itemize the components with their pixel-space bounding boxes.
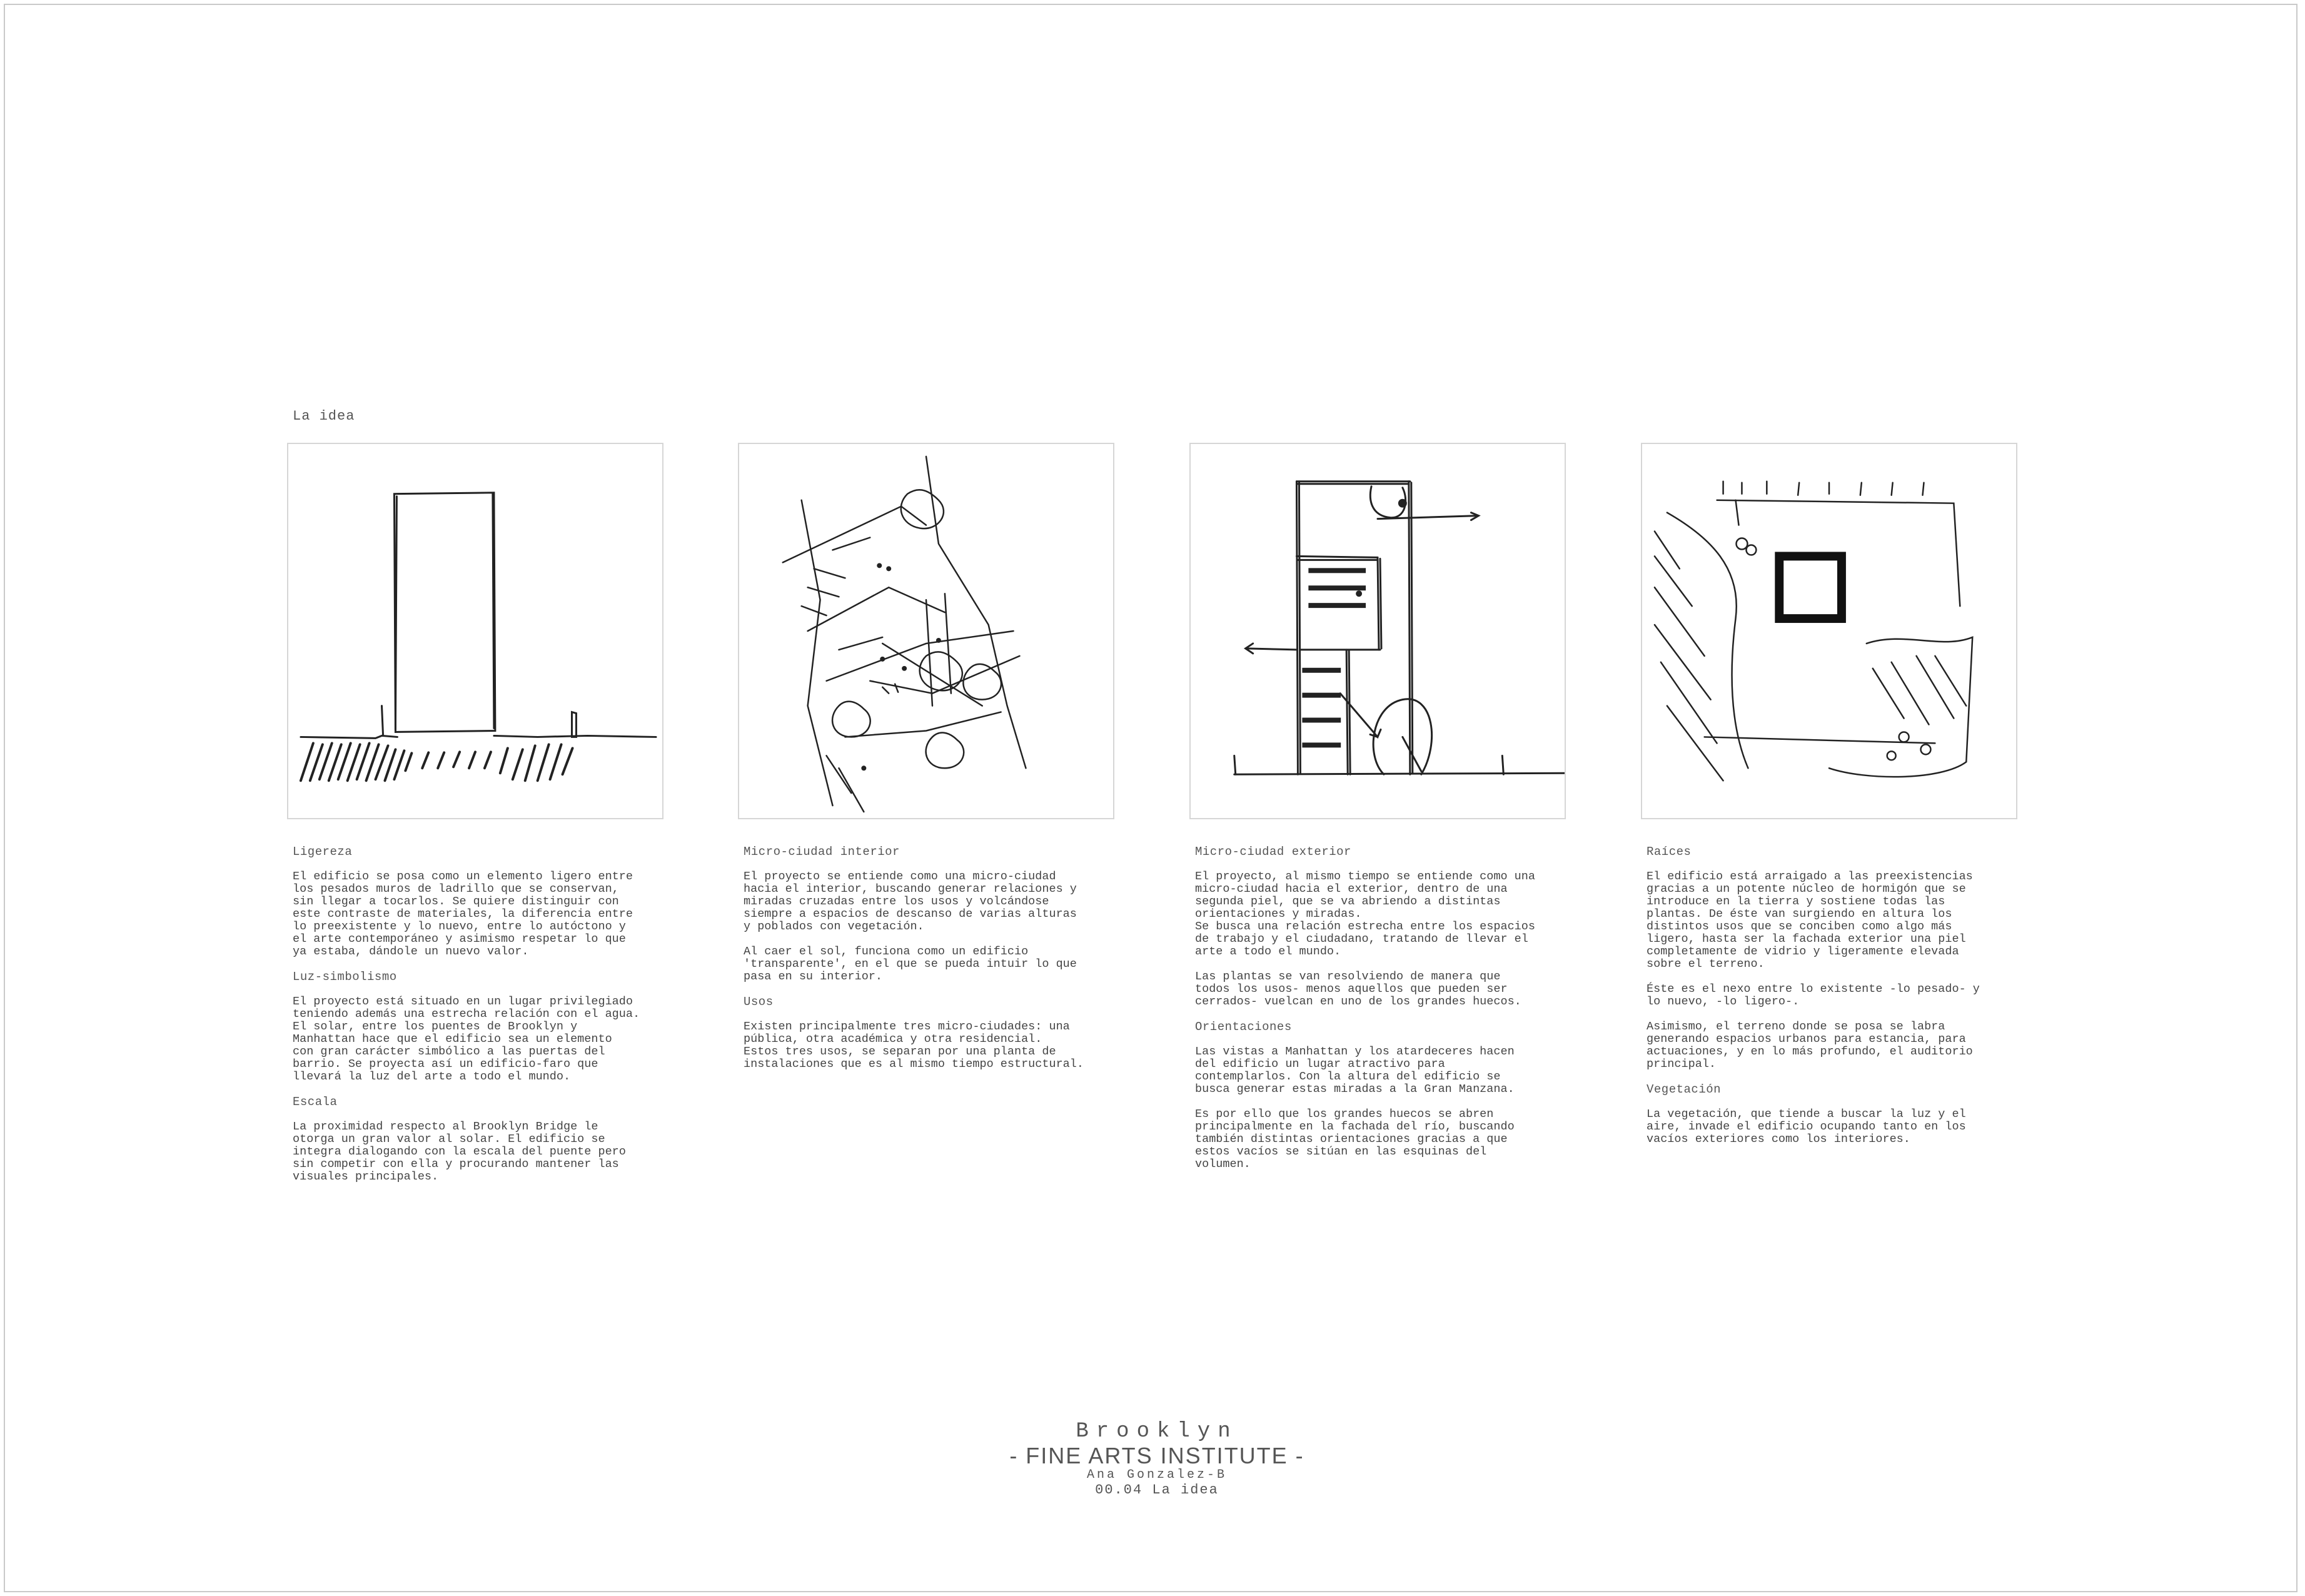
heading-ligereza: Ligereza [293,845,353,859]
sketch-ligereza [287,443,663,819]
site-plan-sketch-icon [1642,444,2016,818]
column-raices [1647,846,2009,1158]
project-institute: - FINE ARTS INSTITUTE - [1009,1443,1304,1468]
paragraph-escala: La proximidad respecto al Brooklyn Bridge le otorga un gran valor al solar. El edificio se integra dialogando con la escala del puente pero sin competir con ella y procurando mantener las visuales principales. [293,1120,626,1183]
column-micro-ciudad-exterior [1195,846,1558,1183]
paragraph-raices-1: El edificio está arraigado a las preexistencias gracias a un potente núcleo de hormigón que se introduce en la tierra y sostiene todas las plantas. De éste van surgiendo en altura los distintos usos que se conciben como algo más ligero, hasta ser la fachada exterior una piel completamente de vidrio y ligeramente elevada sobre el terreno. [1647,870,1973,971]
heading-micro-ciudad-exterior: Micro-ciudad exterior [1195,845,1351,859]
project-brand: Brooklyn [1076,1420,1238,1443]
paragraph-orientaciones-1: Las vistas a Manhattan y los atardeceres hacen del edificio un lugar atractivo para contemplarlos. Con la altura del edificio se busca generar estas miradas a la Gran Manzana. [1195,1045,1515,1096]
paragraph-raices-2: Éste es el nexo entre lo existente -lo pesado- y lo nuevo, -lo ligero-. [1647,982,1980,1008]
paragraph-orientaciones-2: Es por ello que los grandes huecos se abren principalmente en la fachada del río, buscando también distintas orientaciones gracias a que estos vacíos se sitúan en las esquinas del volumen. [1195,1108,1515,1171]
paragraph-micro-ciudad-interior-2: Al caer el sol, funciona como un edificio 'transparente', en el que se pueda intuir lo que pasa en su interior. [744,945,1077,983]
section-title: La idea [293,408,355,424]
heading-micro-ciudad-interior: Micro-ciudad interior [744,845,900,859]
paragraph-ligereza: El edificio se posa como un elemento ligero entre los pesados muros de ladrillo que se conservan, sin llegar a tocarlos. Se quiere distinguir con este contraste de materiales, la diferencia entre lo preexistente y lo nuevo, entre lo autóctono y el arte contemporáneo y asimismo respetar lo que ya estaba, dándole un nuevo valor. [293,870,633,958]
sketch-micro-ciudad-exterior [1189,443,1566,819]
paragraph-micro-ciudad-exterior-1: El proyecto, al mismo tiempo se entiende como una micro-ciudad hacia el exterior, dentro de una segunda piel, que se va abriendo a distintas orientaciones y miradas. Se busca una relación estrecha entre los espacios de trabajo y el ciudadano, tratando de llevar el arte a todo el mundo. [1195,870,1535,958]
paragraph-luz-simbolismo: El proyecto está situado en un lugar privilegiado teniendo además una estrecha relación con el agua. El solar, entre los puentes de Brooklyn y Manhattan hace que el edificio sea un elemento con gran carácter simbólico a las puertas del barrio. Se proyecta así un edificio-faro que llevará la luz del arte a todo el mundo. [293,995,640,1083]
heading-escala: Escala [293,1095,338,1109]
sheet-number: 00.04 La idea [1095,1482,1219,1498]
author-name: Ana Gonzalez-B [1086,1468,1228,1482]
sketch-raices [1641,443,2017,819]
interior-micro-city-sketch-icon [739,444,1113,818]
heading-vegetacion: Vegetación [1647,1083,1722,1096]
heading-usos: Usos [744,995,774,1009]
heading-raices: Raíces [1647,845,1692,859]
paragraph-vegetacion: La vegetación, que tiende a buscar la luz y el aire, invade el edificio ocupando tanto en los vacíos exteriores como los interiores. [1647,1108,1966,1146]
heading-orientaciones: Orientaciones [1195,1020,1292,1034]
title-block [957,1420,1357,1498]
column-micro-ciudad-interior [744,846,1106,1083]
building-elevation-sketch-icon [288,444,662,818]
heading-luz-simbolismo: Luz-simbolismo [293,970,397,984]
column-ligereza [293,846,655,1196]
paragraph-micro-ciudad-exterior-2: Las plantas se van resolviendo de manera que todos los usos- menos aquellos que pueden ser cerrados- vuelcan en uno de los grandes huecos. [1195,970,1521,1008]
paragraph-raices-3: Asimismo, el terreno donde se posa se labra generando espacios urbanos para estancia, para actuaciones, y en lo más profundo, el auditorio principal. [1647,1020,1973,1071]
sketch-micro-ciudad-interior [738,443,1114,819]
exterior-micro-city-sketch-icon [1191,444,1565,818]
paragraph-micro-ciudad-interior-1: El proyecto se entiende como una micro-ciudad hacia el interior, buscando generar relaciones y miradas cruzadas entre los usos y volcándose siempre a espacios de descanso de varias alturas y poblados con vegetación. [744,870,1077,933]
paragraph-usos: Existen principalmente tres micro-ciudades: una pública, otra académica y otra residencial. Estos tres usos, se separan por una planta de instalaciones que es al mismo tiempo estructural. [744,1020,1084,1071]
